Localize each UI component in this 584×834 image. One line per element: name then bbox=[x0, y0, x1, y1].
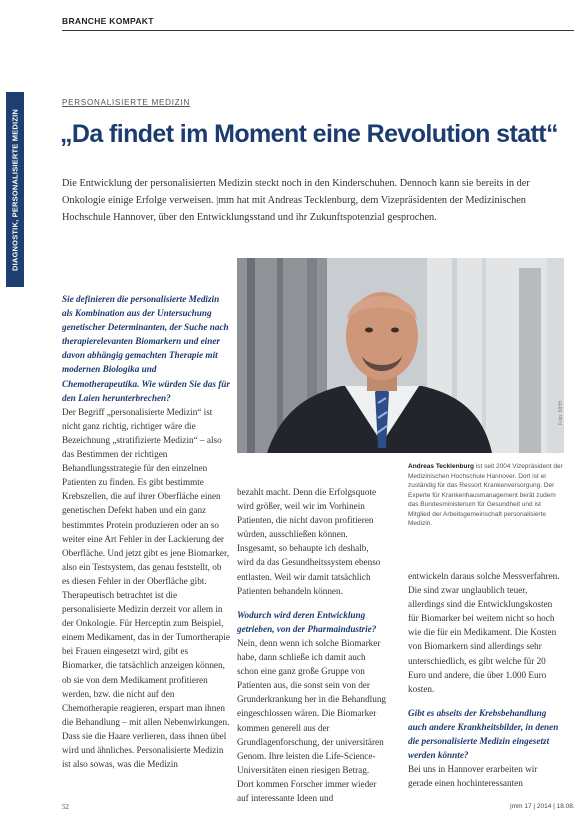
caption-name: Andreas Tecklenburg bbox=[408, 463, 474, 470]
side-tab bbox=[6, 92, 24, 287]
answer-2-continued: entwickeln daraus solche Messverfahren. Die sind zwar unglaublich teuer, allerdings sind die Entwicklungskosten für Biomarker bei weitem nicht so hoch wie die für ein Medikament. Die Kosten von Biomarkern sind allerdings sehr unterschiedlich, es gibt welche für 20 Euro und andere, die über 1.000 Euro kosten. bbox=[408, 571, 560, 694]
article-column-2 bbox=[237, 485, 387, 805]
article-kicker: PERSONALISIERTE MEDIZIN bbox=[62, 98, 191, 107]
section-header: BRANCHE KOMPAKT bbox=[62, 16, 154, 26]
answer-1: Der Begriff „personalisierte Medizin“ ist nicht ganz richtig, richtiger wäre die Bezeichnung „stratifizierte Medizin“ – also das Bestimmen der richtigen Behandlungsstrategie für den einzelnen Patienten zu finden. Es gibt bestimmte Krebszellen, die auf ihrer Oberfläche einen genetischen Defekt haben und ein ganz bestimmtes Protein produzieren oder an so weiter eine Art Fehler in der Lackierung der Oberfläche. Und jetzt gibt es jene Biomarker, also ein Testsystem, das genau feststellt, ob es diesen Fehler in der Oberfläche gibt. Therapeutisch betrachtet ist die personalisierte Medizin derzeit vor allem in der Onkologie. Für Herceptin zum Beispiel, einem Medikament, das in der Tumortherapie bei Frauen eingesetzt wird, gibt es Biomarker, die tatsächlich anzeigen können, ob sie von dem Medikament profitieren werden, bzw. die nicht auf den Chemotherapie reagieren, erspart man ihnen die Behandlung – mit allen Nebenwirkungen. Dass sie die Haare verlieren, dass ihnen übel wird und ähnliches. Personalisierte Medizin ist also sowas, was die Medizin bbox=[62, 406, 230, 770]
answer-2: Nein, denn wenn ich solche Biomarker habe, dann schließe ich damit auch schon eine ganz große Gruppe von Patienten aus, die sonst sein von der Grunderkrankung her in die Behandlung eingeschlossen wären. Die Biomarker kommen generell aus der Grundlagenforschung, der universitären Genom. Ihre leisten die Life-Science-Universitäten einen riesigen Betrag. Dort kommen Forscher immer wieder auf interessante Ideen und bbox=[237, 637, 387, 803]
article-column-3 bbox=[408, 569, 564, 790]
side-tab-label: DIAGNOSTIK, PERSONALISIERTE MEDIZIN bbox=[10, 108, 20, 271]
question-2: Wodurch wird deren Entwicklung getrieben, von der Pharmaindustrie? bbox=[237, 609, 377, 634]
article-headline: „Da findet im Moment eine Revolution statt“ bbox=[60, 120, 558, 148]
article-column-1 bbox=[62, 292, 230, 771]
portrait-photo bbox=[237, 258, 564, 453]
footer-issue-ref: |mm 17 | 2014 | 18.08. bbox=[510, 803, 575, 810]
question-3: Gibt es abseits der Krebsbehandlung auch andere Krankheitsbilder, in denen die personalisierte Medizin eingesetzt werden könnte? bbox=[408, 707, 559, 761]
page-number: 52 bbox=[62, 803, 69, 811]
question-1: Sie definieren die personalisierte Medizin als Kombination aus der Untersuchung genetischer Determinanten, der Suche nach therapierelevanten Biomarkern und einer davon abhängig gemachten Therapie mit modernen Biologika und Chemotherapeutika. Wie würden Sie das für den Laien herunterbrechen? bbox=[62, 294, 230, 403]
header-rule bbox=[62, 30, 574, 31]
answer-1-continued: bezahlt macht. Denn die Erfolgsquote wird größer, weil wir im Vorhinein Patienten, die nicht davon profitieren würden, ausschließen können. Insgesamt, so behaupte ich deshalb, wird da das Gesundheitssystem ebenso entlasten. Weil wir damit tatsächlich Patienten behandeln können. bbox=[237, 487, 381, 596]
portrait-illustration bbox=[237, 258, 564, 453]
caption-text: ist seit 2004 Vizepräsident der Medizinischen Hochschule Hannover. Dort ist er zuständig für das Ressort Krankenversorgung. Der Experte für Krankenhausmanagement berät zudem das Bundesministerium für Gesundheit und ist Mitglied der Arbeitsgemeinschaft personalisierte Medizin. bbox=[408, 463, 563, 527]
photo-credit: Foto: MHH bbox=[558, 400, 564, 425]
answer-3: Bei uns in Hannover erarbeiten wir gerade einen hochinteressanten bbox=[408, 764, 538, 789]
photo-caption bbox=[408, 462, 564, 529]
article-lead: Die Entwicklung der personalisierten Medizin steckt noch in den Kinderschuhen. Dennoch kann sie bereits in der Onkologie einige Erfolge verweisen. |mm hat mit Andreas Tecklenburg, dem Vizepräsidenten der Medizinischen Hochschule Hannover, über den Entwicklungsstand und ihr Zukunftspotenzial gesprochen. bbox=[62, 178, 530, 223]
